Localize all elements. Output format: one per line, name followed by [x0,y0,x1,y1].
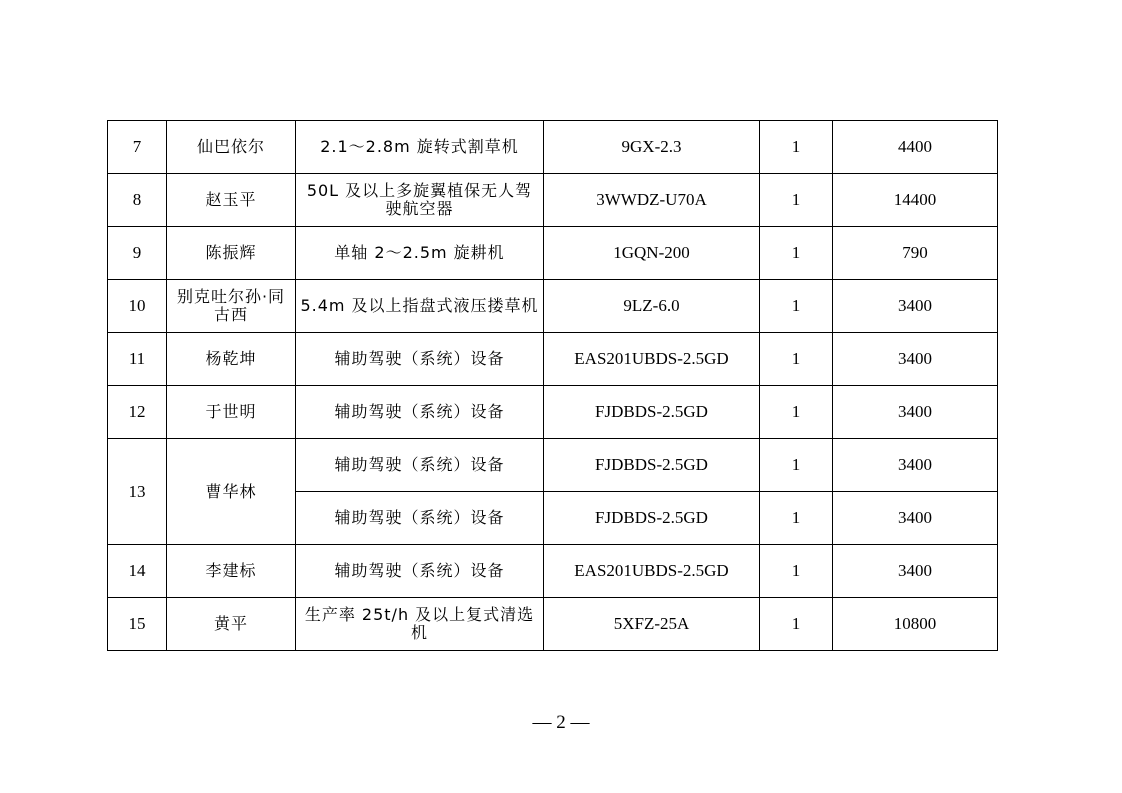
quantity: 1 [760,174,833,227]
subsidy-amount: 14400 [833,174,998,227]
subsidy-amount: 4400 [833,121,998,174]
row-number: 8 [108,174,167,227]
machine-item: 5.4m 及以上指盘式液压搂草机 [296,280,544,333]
table-row [108,227,998,280]
table-row [108,280,998,333]
row-number: 15 [108,598,167,651]
quantity: 1 [760,280,833,333]
subsidy-amount: 3400 [833,492,998,545]
subsidy-amount: 3400 [833,333,998,386]
owner-name: 赵玉平 [167,174,296,227]
subsidy-table [107,120,998,651]
owner-name: 仙巴依尔 [167,121,296,174]
machine-model: EAS201UBDS-2.5GD [544,545,760,598]
machine-item: 辅助驾驶（系统）设备 [296,333,544,386]
subsidy-amount: 3400 [833,545,998,598]
machine-item: 单轴 2～2.5m 旋耕机 [296,227,544,280]
machine-item: 辅助驾驶（系统）设备 [296,545,544,598]
machine-item: 50L 及以上多旋翼植保无人驾驶航空器 [296,174,544,227]
subsidy-amount: 3400 [833,386,998,439]
machine-item: 辅助驾驶（系统）设备 [296,439,544,492]
table-row [108,598,998,651]
subsidy-amount: 3400 [833,280,998,333]
machine-model: 1GQN-200 [544,227,760,280]
owner-name: 杨乾坤 [167,333,296,386]
machine-model: 5XFZ-25A [544,598,760,651]
machine-model: 3WWDZ-U70A [544,174,760,227]
owner-name: 陈振辉 [167,227,296,280]
machine-model: FJDBDS-2.5GD [544,492,760,545]
subsidy-amount: 790 [833,227,998,280]
row-number: 12 [108,386,167,439]
quantity: 1 [760,121,833,174]
machine-model: EAS201UBDS-2.5GD [544,333,760,386]
row-number: 14 [108,545,167,598]
owner-name: 于世明 [167,386,296,439]
table-row [108,121,998,174]
table-row [108,333,998,386]
subsidy-amount: 10800 [833,598,998,651]
quantity: 1 [760,227,833,280]
row-number: 11 [108,333,167,386]
machine-item: 辅助驾驶（系统）设备 [296,492,544,545]
owner-name: 别克吐尔孙·同古西 [167,280,296,333]
subsidy-amount: 3400 [833,439,998,492]
machine-item: 2.1～2.8m 旋转式割草机 [296,121,544,174]
page-number: — 2 — [532,712,590,733]
machine-model: 9GX-2.3 [544,121,760,174]
row-number: 9 [108,227,167,280]
table-row [108,545,998,598]
owner-name: 黄平 [167,598,296,651]
machine-model: FJDBDS-2.5GD [544,386,760,439]
row-number: 7 [108,121,167,174]
quantity: 1 [760,545,833,598]
table-row [108,386,998,439]
owner-name: 曹华林 [167,439,296,545]
quantity: 1 [760,333,833,386]
machine-item: 辅助驾驶（系统）设备 [296,386,544,439]
table-row [108,439,998,492]
table-row [108,174,998,227]
quantity: 1 [760,439,833,492]
machine-item: 生产率 25t/h 及以上复式清选机 [296,598,544,651]
quantity: 1 [760,598,833,651]
quantity: 1 [760,386,833,439]
row-number: 13 [108,439,167,545]
quantity: 1 [760,492,833,545]
machine-model: 9LZ-6.0 [544,280,760,333]
row-number: 10 [108,280,167,333]
machine-model: FJDBDS-2.5GD [544,439,760,492]
owner-name: 李建标 [167,545,296,598]
